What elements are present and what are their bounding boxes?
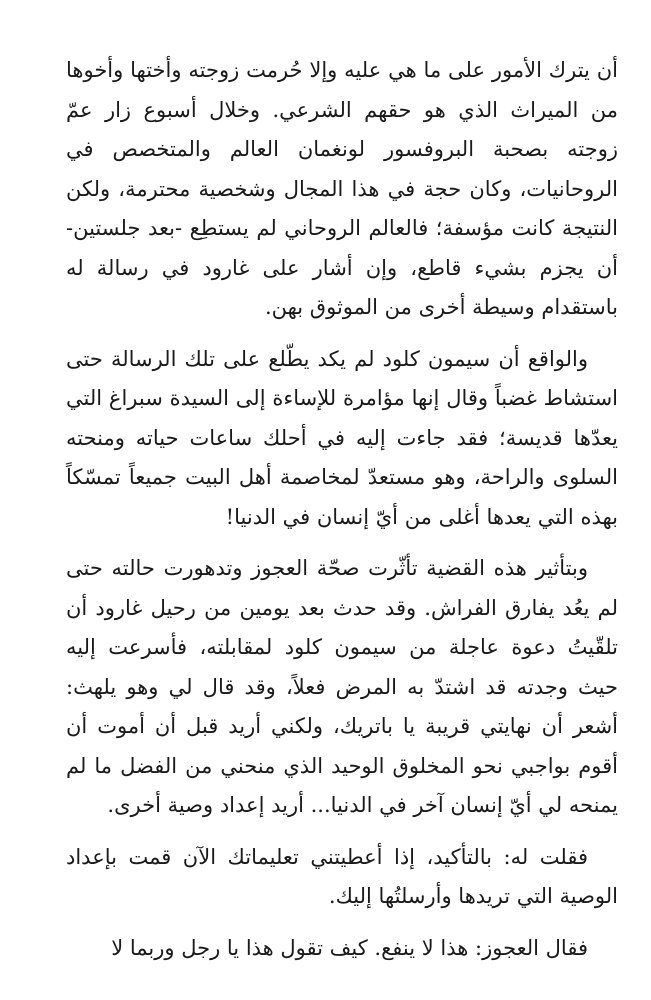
paragraph-5: فقال العجوز: هذا لا ينفع. كيف تقول هذا يا رجل وربما لا (111, 935, 588, 960)
page-text (66, 51, 618, 980)
paragraph-4: فقلت له: بالتأكيد، إذا أعطيتني تعليماتك الآن قمت بإعداد الوصية التي تريدها وأرسلتُها إليك. (66, 844, 618, 908)
paragraph-3: وبتأثير هذه القضية تأثّرت صحّة العجوز وتدهورت حالته حتى لم يعُد يفارق الفراش. وقد حدث بعد يومين من رحيل غارود أن تلقّيتُ دعوة عاجلة من سيمون كلود لمقابلته، فأسرعت إليه حيث وجدته قد اشتدّ به المرض فعلاً، وقد قال لي وهو يلهث: أشعر أن نهايتي قريبة يا باتريك، ولكني أريد قبل أن أموت أن أقوم بواجبي نحو المخلوق الوحيد الذي منحني من الفضل ما لم يمنحه لي أيّ إنسان آخر في الدنيا... أريد إعداد وصية أخرى. (66, 556, 618, 817)
paragraph-2: والواقع أن سيمون كلود لم يكد يطّلع على تلك الرسالة حتى استشاط غضباً وقال إنها مؤامرة للإساءة إلى السيدة سبراغ التي يعدّها قديسة؛ فقد جاءت إليه في أحلك ساعات حياته ومنحته السلوى والراحة، وهو مستعدّ لمخاصمة أهل البيت جميعاً تمسّكاً بهذه التي يعدها أغلى من أيّ إنسان في الدنيا! (66, 346, 618, 529)
paragraph-1: أن يترك الأمور على ما هي عليه وإلا حُرمت زوجته وأختها وأخوها من الميراث الذي هو حقهم الشرعي. وخلال أسبوع زار عمّ زوجته بصحبة البروفسور لونغمان العالم والمتخصص في الروحانيات، وكان حجة في هذا المجال وشخصية محترمة، ولكن النتيجة كانت مؤسفة؛ فالعالم الروحاني لم يستطِع -بعد جلستين- أن يجزم بشيء قاطع، وإن أشار على غارود في رسالة له باستقدام وسيطة أخرى من الموثوق بهن. (66, 58, 618, 319)
